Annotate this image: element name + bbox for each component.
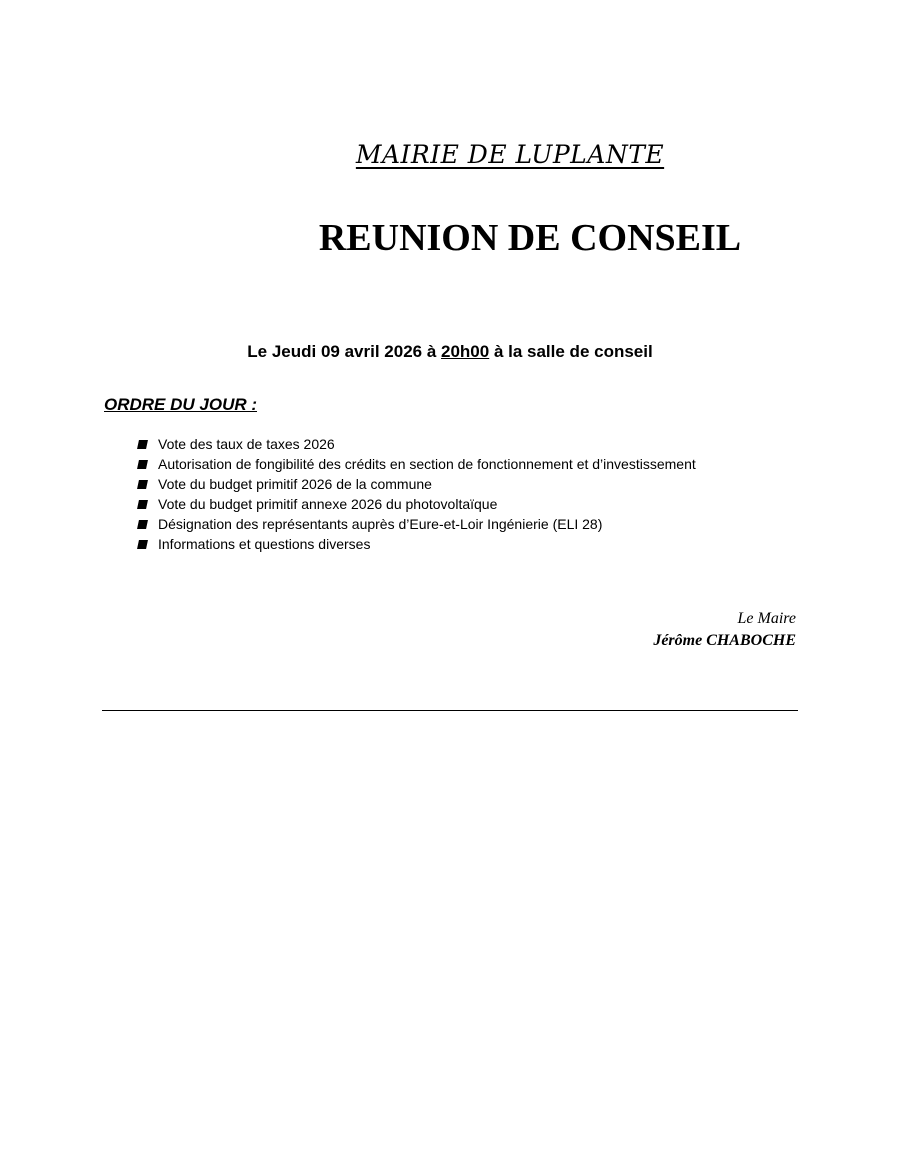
list-item (136, 434, 696, 454)
agenda-heading: ORDRE DU JOUR : (104, 395, 258, 414)
agenda-item-text: Vote du budget primitif 2026 de la commune (158, 476, 432, 492)
meeting-time: 20h00 (441, 342, 490, 361)
square-bullet-icon (137, 500, 148, 509)
page-title: REUNION DE CONSEIL (318, 217, 742, 259)
signature-role: Le Maire (737, 610, 796, 627)
agenda-item-text: Désignation des représentants auprès d’Eure-et-Loir Ingénierie (ELI 28) (158, 516, 603, 532)
square-bullet-icon (137, 440, 148, 449)
list-item (136, 514, 696, 534)
horizontal-divider (102, 710, 798, 711)
signature-block (653, 608, 796, 652)
mairie-heading: MAIRIE DE LUPLANTE (355, 140, 665, 169)
square-bullet-icon (137, 460, 148, 469)
agenda-item-text: Vote des taux de taxes 2026 (158, 436, 335, 452)
meeting-location-text: à la salle de conseil (489, 342, 653, 361)
list-item (136, 454, 696, 474)
square-bullet-icon (137, 540, 148, 549)
agenda-item-text: Vote du budget primitif annexe 2026 du photovoltaïque (158, 496, 498, 512)
agenda-item-text: Informations et questions diverses (158, 536, 371, 552)
meeting-date-text: Le Jeudi 09 avril 2026 à (247, 342, 442, 361)
agenda-list (136, 434, 696, 554)
agenda-item-text: Autorisation de fongibilité des crédits en section de fonctionnement et d’investissement (158, 456, 696, 472)
list-item (136, 494, 696, 514)
signature-name: Jérôme CHABOCHE (653, 632, 796, 649)
square-bullet-icon (137, 520, 148, 529)
list-item (136, 474, 696, 494)
list-item (136, 534, 696, 554)
square-bullet-icon (137, 480, 148, 489)
meeting-details (150, 342, 750, 362)
